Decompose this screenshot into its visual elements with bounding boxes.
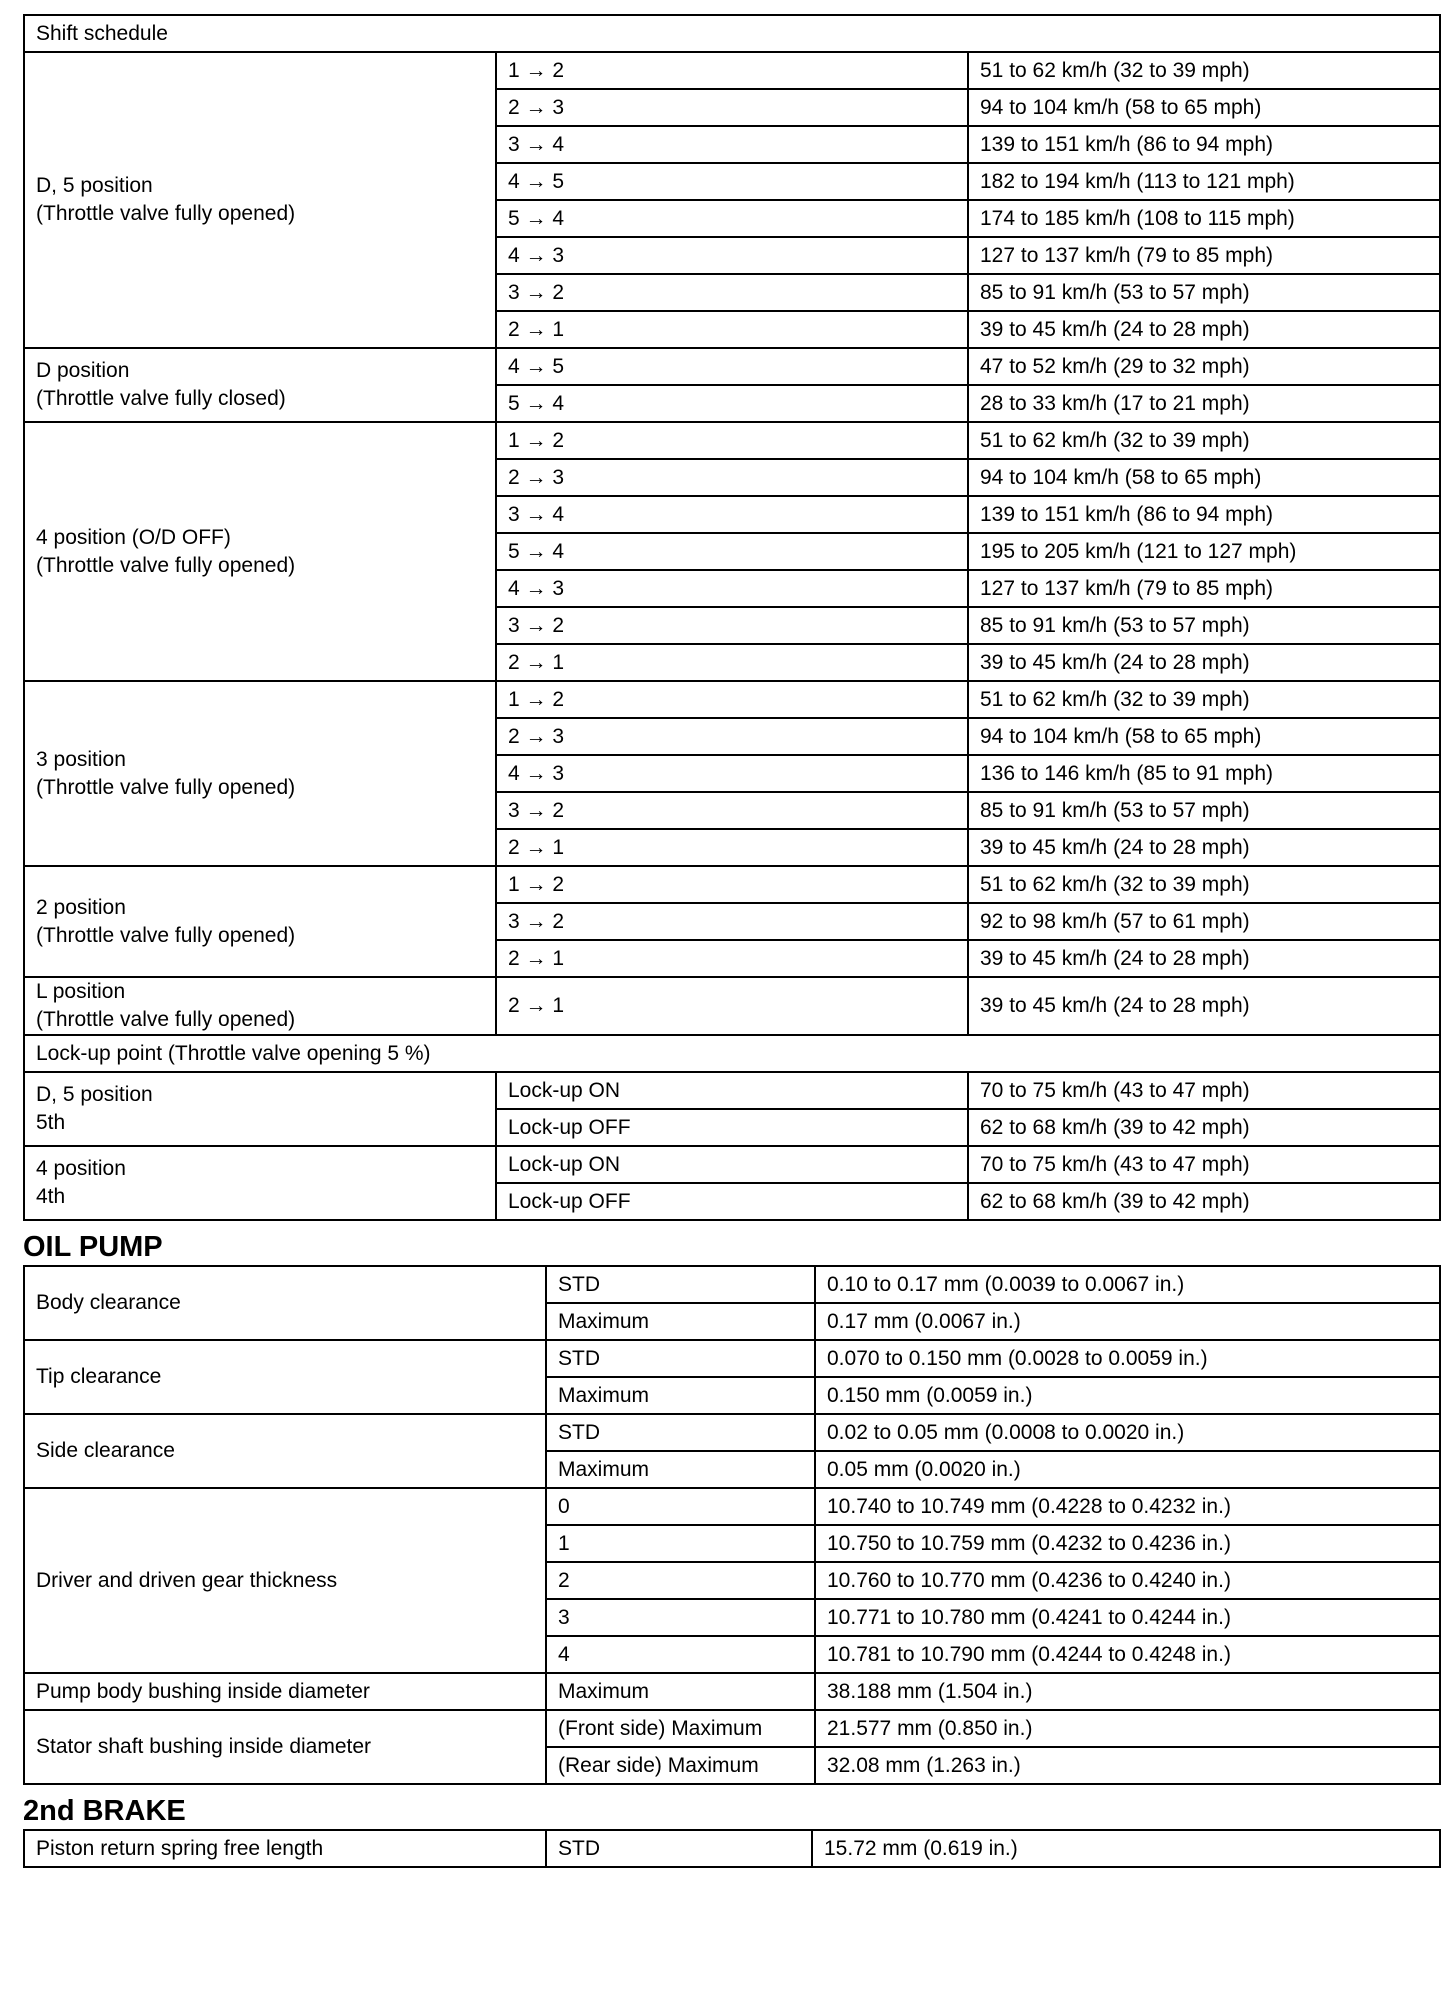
shift-value-cell: 85 to 91 km/h (53 to 57 mph)	[968, 792, 1440, 829]
shift-shift-cell: 4 → 3	[496, 755, 968, 792]
shift-shift-cell: 1 → 2	[496, 52, 968, 89]
shift-shift-cell: 1 → 2	[496, 422, 968, 459]
shift-shift-cell: 2 → 1	[496, 311, 968, 348]
lockup-row	[24, 1146, 1440, 1183]
shift-shift-cell: 4 → 5	[496, 163, 968, 200]
shift-group-label	[24, 422, 496, 681]
shift-shift-cell: 4 → 3	[496, 570, 968, 607]
shift-shift-cell: 4 → 3	[496, 237, 968, 274]
lockup-value-cell: 70 to 75 km/h (43 to 47 mph)	[968, 1072, 1440, 1109]
lockup-label-line2: 5th	[36, 1111, 66, 1134]
oil-pump-condition-cell: Maximum	[546, 1673, 815, 1710]
shift-group-label	[24, 681, 496, 866]
oil-pump-condition-cell: 2	[546, 1562, 815, 1599]
oil-pump-value-cell: 0.150 mm (0.0059 in.)	[815, 1377, 1440, 1414]
oil-pump-condition-cell: (Front side) Maximum	[546, 1710, 815, 1747]
second-brake-value-cell: 15.72 mm (0.619 in.)	[812, 1830, 1440, 1867]
shift-value-cell: 174 to 185 km/h (108 to 115 mph)	[968, 200, 1440, 237]
shift-shift-cell: 3 → 2	[496, 903, 968, 940]
oil-pump-value-cell: 0.10 to 0.17 mm (0.0039 to 0.0067 in.)	[815, 1266, 1440, 1303]
shift-shift-cell: 5 → 4	[496, 385, 968, 422]
oil-pump-value-cell: 10.750 to 10.759 mm (0.4232 to 0.4236 in.)	[815, 1525, 1440, 1562]
shift-row	[24, 422, 1440, 459]
shift-value-cell: 139 to 151 km/h (86 to 94 mph)	[968, 496, 1440, 533]
shift-value-cell: 85 to 91 km/h (53 to 57 mph)	[968, 274, 1440, 311]
shift-value-cell: 94 to 104 km/h (58 to 65 mph)	[968, 459, 1440, 496]
lockup-header: Lock-up point (Throttle valve opening 5 %)	[24, 1035, 1440, 1072]
shift-value-cell: 51 to 62 km/h (32 to 39 mph)	[968, 866, 1440, 903]
shift-shift-cell: 2 → 1	[496, 644, 968, 681]
oil-pump-condition-cell: 4	[546, 1636, 815, 1673]
lockup-group-label	[24, 1072, 496, 1146]
oil-pump-row	[24, 1673, 1440, 1710]
oil-pump-value-cell: 10.760 to 10.770 mm (0.4236 to 0.4240 in.)	[815, 1562, 1440, 1599]
shift-shift-cell: 5 → 4	[496, 533, 968, 570]
shift-label-line1: D position	[36, 359, 130, 382]
shift-group-label	[24, 348, 496, 422]
shift-row	[24, 977, 1440, 1035]
oil-pump-row	[24, 1414, 1440, 1451]
oil-pump-value-cell: 0.05 mm (0.0020 in.)	[815, 1451, 1440, 1488]
shift-value-cell: 195 to 205 km/h (121 to 127 mph)	[968, 533, 1440, 570]
oil-pump-item-label: Side clearance	[24, 1414, 546, 1488]
shift-value-cell: 94 to 104 km/h (58 to 65 mph)	[968, 89, 1440, 126]
oil-pump-value-cell: 32.08 mm (1.263 in.)	[815, 1747, 1440, 1784]
oil-pump-condition-cell: STD	[546, 1340, 815, 1377]
lockup-shift-cell: Lock-up OFF	[496, 1183, 968, 1220]
oil-pump-value-cell: 0.070 to 0.150 mm (0.0028 to 0.0059 in.)	[815, 1340, 1440, 1377]
oil-pump-row	[24, 1710, 1440, 1747]
shift-value-cell: 47 to 52 km/h (29 to 32 mph)	[968, 348, 1440, 385]
shift-value-cell: 28 to 33 km/h (17 to 21 mph)	[968, 385, 1440, 422]
shift-row	[24, 866, 1440, 903]
shift-label-line2: (Throttle valve fully opened)	[36, 923, 296, 947]
oil-pump-item-label: Driver and driven gear thickness	[24, 1488, 546, 1673]
oil-pump-condition-cell: 1	[546, 1525, 815, 1562]
second-brake-condition-cell: STD	[546, 1830, 812, 1867]
lockup-value-cell: 70 to 75 km/h (43 to 47 mph)	[968, 1146, 1440, 1183]
shift-shift-cell: 3 → 2	[496, 792, 968, 829]
shift-value-cell: 39 to 45 km/h (24 to 28 mph)	[968, 940, 1440, 977]
shift-shift-cell: 1 → 2	[496, 866, 968, 903]
shift-schedule-header: Shift schedule	[24, 15, 1440, 52]
shift-row	[24, 348, 1440, 385]
oil-pump-condition-cell: Maximum	[546, 1377, 815, 1414]
oil-pump-item-label: Body clearance	[24, 1266, 546, 1340]
shift-value-cell: 39 to 45 km/h (24 to 28 mph)	[968, 311, 1440, 348]
oil-pump-condition-cell: Maximum	[546, 1451, 815, 1488]
shift-label-line2: (Throttle valve fully opened)	[36, 553, 296, 577]
oil-pump-value-cell: 0.02 to 0.05 mm (0.0008 to 0.0020 in.)	[815, 1414, 1440, 1451]
shift-shift-cell: 2 → 1	[496, 977, 968, 1035]
shift-label-line1: 2 position	[36, 895, 126, 919]
second-brake-table	[23, 1829, 1441, 1868]
shift-shift-cell: 1 → 2	[496, 681, 968, 718]
oil-pump-condition-cell: STD	[546, 1266, 815, 1303]
shift-label-line2: (Throttle valve fully closed)	[36, 387, 286, 410]
oil-pump-value-cell: 0.17 mm (0.0067 in.)	[815, 1303, 1440, 1340]
shift-shift-cell: 2 → 1	[496, 940, 968, 977]
shift-schedule-table	[23, 14, 1441, 1221]
oil-pump-value-cell: 21.577 mm (0.850 in.)	[815, 1710, 1440, 1747]
shift-value-cell: 85 to 91 km/h (53 to 57 mph)	[968, 607, 1440, 644]
oil-pump-condition-cell: STD	[546, 1414, 815, 1451]
shift-value-cell: 39 to 45 km/h (24 to 28 mph)	[968, 977, 1440, 1035]
shift-label-line1: 3 position	[36, 747, 126, 771]
shift-label-line1: D, 5 position	[36, 174, 153, 197]
shift-shift-cell: 2 → 3	[496, 89, 968, 126]
oil-pump-condition-cell: 0	[546, 1488, 815, 1525]
lockup-shift-cell: Lock-up ON	[496, 1072, 968, 1109]
shift-shift-cell: 4 → 5	[496, 348, 968, 385]
shift-value-cell: 127 to 137 km/h (79 to 85 mph)	[968, 237, 1440, 274]
shift-value-cell: 39 to 45 km/h (24 to 28 mph)	[968, 829, 1440, 866]
shift-value-cell: 139 to 151 km/h (86 to 94 mph)	[968, 126, 1440, 163]
shift-value-cell: 136 to 146 km/h (85 to 91 mph)	[968, 755, 1440, 792]
shift-value-cell: 92 to 98 km/h (57 to 61 mph)	[968, 903, 1440, 940]
lockup-label-line1: D, 5 position	[36, 1083, 153, 1106]
second-brake-title: 2nd BRAKE	[23, 1795, 186, 1827]
oil-pump-condition-cell: (Rear side) Maximum	[546, 1747, 815, 1784]
second-brake-item-label: Piston return spring free length	[24, 1830, 546, 1867]
oil-pump-value-cell: 10.771 to 10.780 mm (0.4241 to 0.4244 in.)	[815, 1599, 1440, 1636]
oil-pump-row	[24, 1340, 1440, 1377]
oil-pump-title: OIL PUMP	[23, 1231, 163, 1263]
lockup-header-row	[24, 1035, 1440, 1072]
shift-shift-cell: 2 → 1	[496, 829, 968, 866]
shift-value-cell: 39 to 45 km/h (24 to 28 mph)	[968, 644, 1440, 681]
shift-label-line2: (Throttle valve fully opened)	[36, 1008, 296, 1031]
second-brake-row	[24, 1830, 1440, 1867]
shift-shift-cell: 2 → 3	[496, 459, 968, 496]
oil-pump-row	[24, 1266, 1440, 1303]
shift-value-cell: 51 to 62 km/h (32 to 39 mph)	[968, 422, 1440, 459]
shift-shift-cell: 3 → 4	[496, 496, 968, 533]
lockup-label-line2: 4th	[36, 1185, 66, 1208]
shift-group-label	[24, 977, 496, 1035]
shift-group-label	[24, 866, 496, 977]
oil-pump-value-cell: 38.188 mm (1.504 in.)	[815, 1673, 1440, 1710]
shift-label-line2: (Throttle valve fully opened)	[36, 202, 296, 225]
shift-value-cell: 182 to 194 km/h (113 to 121 mph)	[968, 163, 1440, 200]
lockup-group-label	[24, 1146, 496, 1220]
shift-label-line1: 4 position (O/D OFF)	[36, 525, 231, 549]
shift-value-cell: 51 to 62 km/h (32 to 39 mph)	[968, 52, 1440, 89]
oil-pump-table	[23, 1265, 1441, 1785]
shift-shift-cell: 2 → 3	[496, 718, 968, 755]
oil-pump-row	[24, 1488, 1440, 1525]
lockup-value-cell: 62 to 68 km/h (39 to 42 mph)	[968, 1109, 1440, 1146]
shift-row	[24, 681, 1440, 718]
oil-pump-item-label: Pump body bushing inside diameter	[24, 1673, 546, 1710]
shift-shift-cell: 5 → 4	[496, 200, 968, 237]
lockup-shift-cell: Lock-up ON	[496, 1146, 968, 1183]
oil-pump-item-label: Stator shaft bushing inside diameter	[24, 1710, 546, 1784]
oil-pump-value-cell: 10.740 to 10.749 mm (0.4228 to 0.4232 in.)	[815, 1488, 1440, 1525]
shift-value-cell: 94 to 104 km/h (58 to 65 mph)	[968, 718, 1440, 755]
shift-shift-cell: 3 → 2	[496, 607, 968, 644]
shift-label-line1: L position	[36, 980, 126, 1003]
lockup-value-cell: 62 to 68 km/h (39 to 42 mph)	[968, 1183, 1440, 1220]
shift-schedule-header-row	[24, 15, 1440, 52]
shift-group-label	[24, 52, 496, 348]
oil-pump-item-label: Tip clearance	[24, 1340, 546, 1414]
lockup-label-line1: 4 position	[36, 1157, 126, 1180]
spec-page	[23, 14, 1441, 1868]
oil-pump-value-cell: 10.781 to 10.790 mm (0.4244 to 0.4248 in.)	[815, 1636, 1440, 1673]
shift-shift-cell: 3 → 4	[496, 126, 968, 163]
lockup-row	[24, 1072, 1440, 1109]
oil-pump-condition-cell: Maximum	[546, 1303, 815, 1340]
shift-shift-cell: 3 → 2	[496, 274, 968, 311]
shift-value-cell: 51 to 62 km/h (32 to 39 mph)	[968, 681, 1440, 718]
shift-label-line2: (Throttle valve fully opened)	[36, 775, 296, 799]
shift-row	[24, 52, 1440, 89]
oil-pump-condition-cell: 3	[546, 1599, 815, 1636]
lockup-shift-cell: Lock-up OFF	[496, 1109, 968, 1146]
shift-value-cell: 127 to 137 km/h (79 to 85 mph)	[968, 570, 1440, 607]
